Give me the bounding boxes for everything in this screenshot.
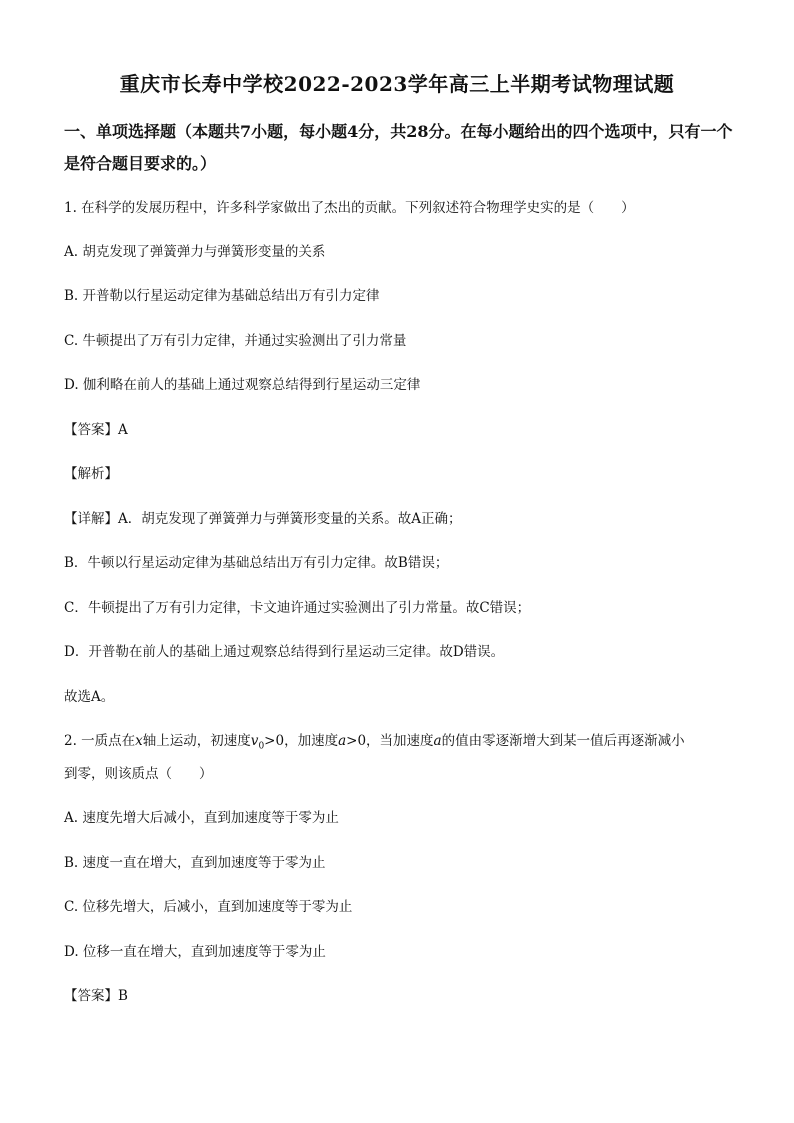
question-2-option-d: D. 位移一直在增大，直到加速度等于零为止 — [64, 944, 326, 960]
section-heading: 一、单项选择题（本题共7小题，每小题4分，共28分。在每小题给出的四个选项中，只有一个是符合题目要求的。） — [64, 122, 733, 173]
question-2-option-c: C. 位移先增大，后减小，直到加速度等于零为止 — [64, 899, 353, 915]
question-2-option-a: A. 速度先增大后减小，直到加速度等于零为止 — [64, 810, 339, 826]
a-symbol-2: a — [433, 733, 442, 749]
question-1-stem: 1. 在科学的发展历程中，许多科学家做出了杰出的贡献。下列叙述符合物理学史实的是（ ） — [64, 200, 635, 216]
question-2-stem-prefix: 2. 一质点在 — [64, 733, 136, 749]
a-symbol: a — [338, 733, 347, 749]
question-1-detail-c: C．牛顿提出了万有引力定律，卡文迪许通过实验测出了引力常量。故C错误； — [64, 600, 531, 616]
question-2-stem — [64, 731, 734, 757]
x-symbol: x — [135, 733, 143, 749]
question-1-answer: 【答案】A — [64, 422, 128, 438]
question-2-stem-mid3: >0，当加速度 — [346, 733, 434, 749]
question-2-option-b: B. 速度一直在增大，直到加速度等于零为止 — [64, 855, 326, 871]
question-2-stem-line2: 到零，则该质点（ ） — [64, 766, 213, 782]
question-1-option-a: A. 胡克发现了弹簧弹力与弹簧形变量的关系 — [64, 244, 326, 260]
question-1-option-d: D. 伽利略在前人的基础上通过观察总结得到行星运动三定律 — [64, 377, 421, 393]
question-1-detail-a: 【详解】A．胡克发现了弹簧弹力与弹簧形变量的关系。故A正确； — [64, 511, 462, 527]
question-1-option-c: C. 牛顿提出了万有引力定律，并通过实验测出了引力常量 — [64, 333, 407, 349]
question-1-option-b: B. 开普勒以行星运动定律为基础总结出万有引力定律 — [64, 288, 380, 304]
v-symbol: v — [250, 733, 259, 749]
question-1-detail-d: D．开普勒在前人的基础上通过观察总结得到行星运动三定律。故D错误。 — [64, 644, 505, 660]
question-1-analysis-label: 【解析】 — [64, 466, 118, 482]
question-2-stem-mid1: 轴上运动，初速度 — [142, 733, 251, 749]
question-2-answer: 【答案】B — [64, 988, 128, 1004]
question-1-conclusion: 故选A。 — [64, 689, 115, 705]
v-subscript: 0 — [258, 741, 265, 752]
question-2-stem-mid2: >0，加速度 — [264, 733, 339, 749]
question-2-stem-end: 的值由零逐渐增大到某一值后再逐渐减小 — [441, 733, 685, 749]
page-title: 重庆市长寿中学校2022-2023学年高三上半期考试物理试题 — [119, 72, 675, 96]
question-1-detail-b: B．牛顿以行星运动定律为基础总结出万有引力定律。故B错误； — [64, 555, 449, 571]
